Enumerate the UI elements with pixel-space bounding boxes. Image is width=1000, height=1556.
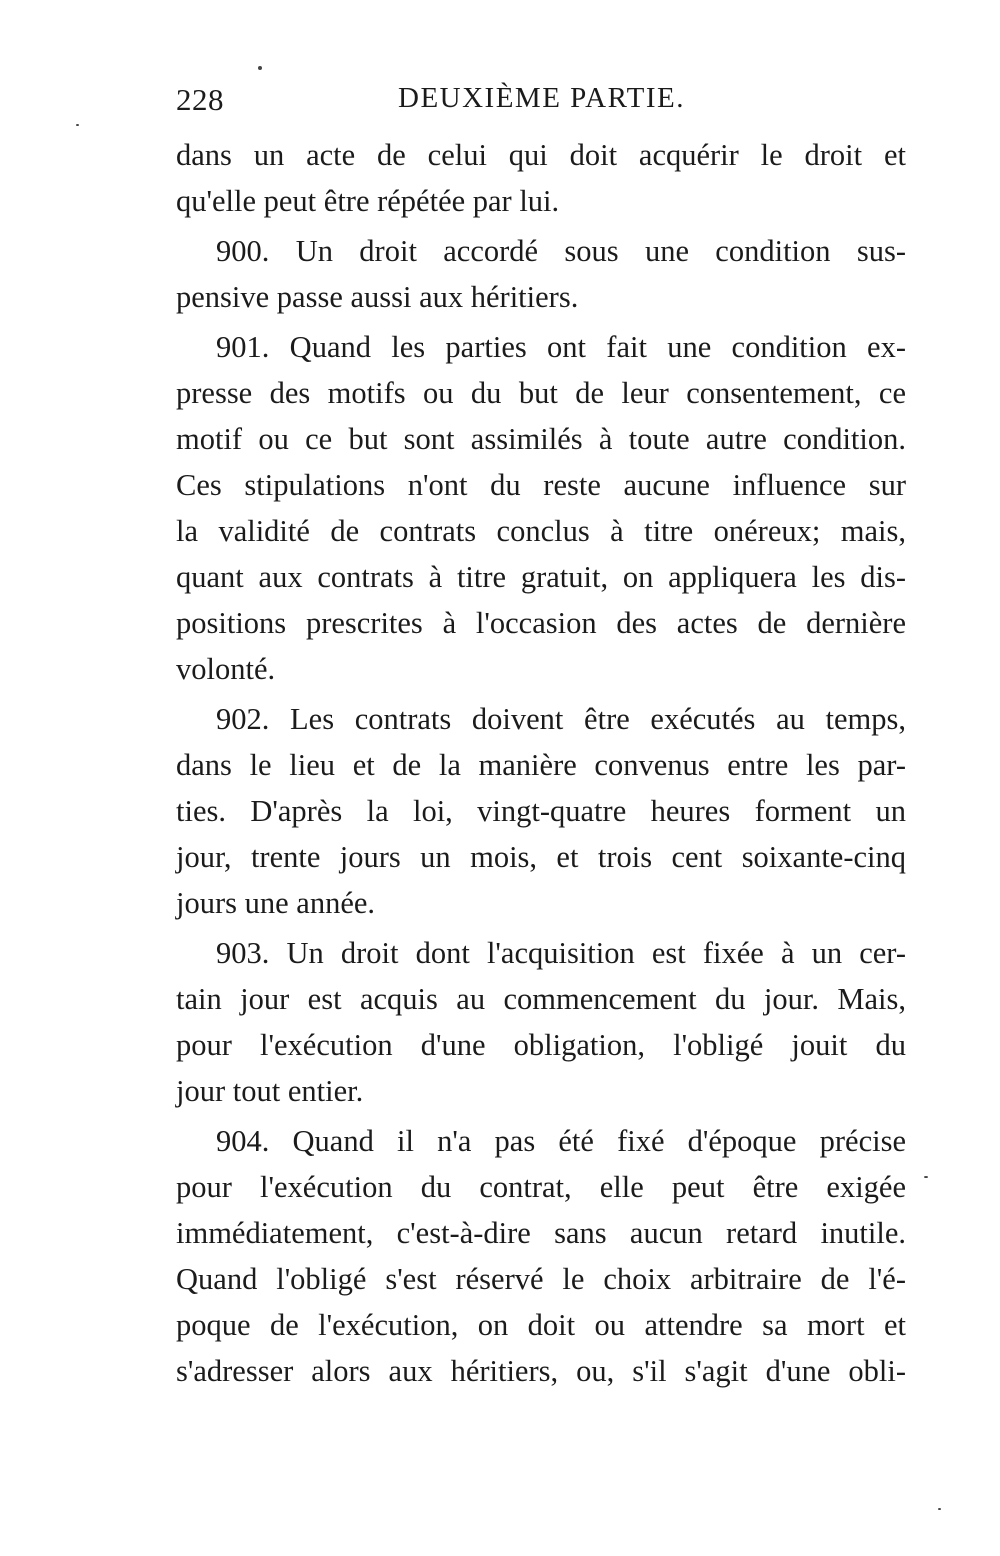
text-line: qu'elle peut être répétée par lui. bbox=[176, 184, 560, 218]
text-line: quant aux contrats à titre gratuit, on appliquera les dis- bbox=[176, 560, 906, 594]
text-line: presse des motifs ou du but de leur consentement, ce bbox=[176, 376, 906, 410]
paragraph-continuation bbox=[176, 132, 906, 224]
paper-speck bbox=[258, 66, 262, 70]
paragraph-900 bbox=[176, 228, 906, 320]
text-line: pour l'exécution du contrat, elle peut être exigée bbox=[176, 1170, 906, 1204]
text-line: dans un acte de celui qui doit acquérir le droit et bbox=[176, 138, 906, 172]
text-line: immédiatement, c'est-à-dire sans aucun retard inutile. bbox=[176, 1216, 906, 1250]
text-line: motif ou ce but sont assimilés à toute autre condition. bbox=[176, 422, 906, 456]
paper-speck bbox=[938, 1508, 941, 1510]
text-line: ties. D'après la loi, vingt-quatre heures forment un bbox=[176, 794, 906, 828]
text-line: s'adresser alors aux héritiers, ou, s'il s'agit d'une obli- bbox=[176, 1354, 906, 1388]
paper-speck bbox=[76, 124, 79, 126]
paragraph-902 bbox=[176, 696, 906, 926]
text-line: 904. Quand il n'a pas été fixé d'époque précise bbox=[216, 1124, 906, 1158]
text-line: positions prescrites à l'occasion des actes de dernière bbox=[176, 606, 906, 640]
text-line: pensive passe aussi aux héritiers. bbox=[176, 280, 579, 314]
text-line: Ces stipulations n'ont du reste aucune influence sur bbox=[176, 468, 906, 502]
running-title: DEUXIÈME PARTIE. bbox=[398, 82, 686, 114]
text-line: dans le lieu et de la manière convenus entre les par- bbox=[176, 748, 906, 782]
text-line: pour l'exécution d'une obligation, l'obligé jouit du bbox=[176, 1028, 906, 1062]
page-header bbox=[176, 82, 906, 130]
text-line: Quand l'obligé s'est réservé le choix arbitraire de l'é- bbox=[176, 1262, 906, 1296]
body-text bbox=[176, 132, 906, 1394]
text-line: tain jour est acquis au commencement du jour. Mais, bbox=[176, 982, 906, 1016]
paragraph-901 bbox=[176, 324, 906, 692]
text-line: 900. Un droit accordé sous une condition sus- bbox=[216, 234, 906, 268]
page-number: 228 bbox=[176, 82, 224, 117]
text-line: la validité de contrats conclus à titre onéreux; mais, bbox=[176, 514, 906, 548]
text-line: jours une année. bbox=[176, 886, 376, 920]
text-line: jour tout entier. bbox=[176, 1074, 364, 1108]
text-line: 903. Un droit dont l'acquisition est fixée à un cer- bbox=[216, 936, 906, 970]
text-line: jour, trente jours un mois, et trois cent soixante-cinq bbox=[176, 840, 906, 874]
paper-speck bbox=[924, 1176, 928, 1178]
paragraph-903 bbox=[176, 930, 906, 1114]
text-line: poque de l'exécution, on doit ou attendre sa mort et bbox=[176, 1308, 906, 1342]
text-line: 901. Quand les parties ont fait une condition ex- bbox=[216, 330, 906, 364]
paragraph-904 bbox=[176, 1118, 906, 1394]
text-line: volonté. bbox=[176, 652, 276, 686]
text-line: 902. Les contrats doivent être exécutés au temps, bbox=[216, 702, 906, 736]
